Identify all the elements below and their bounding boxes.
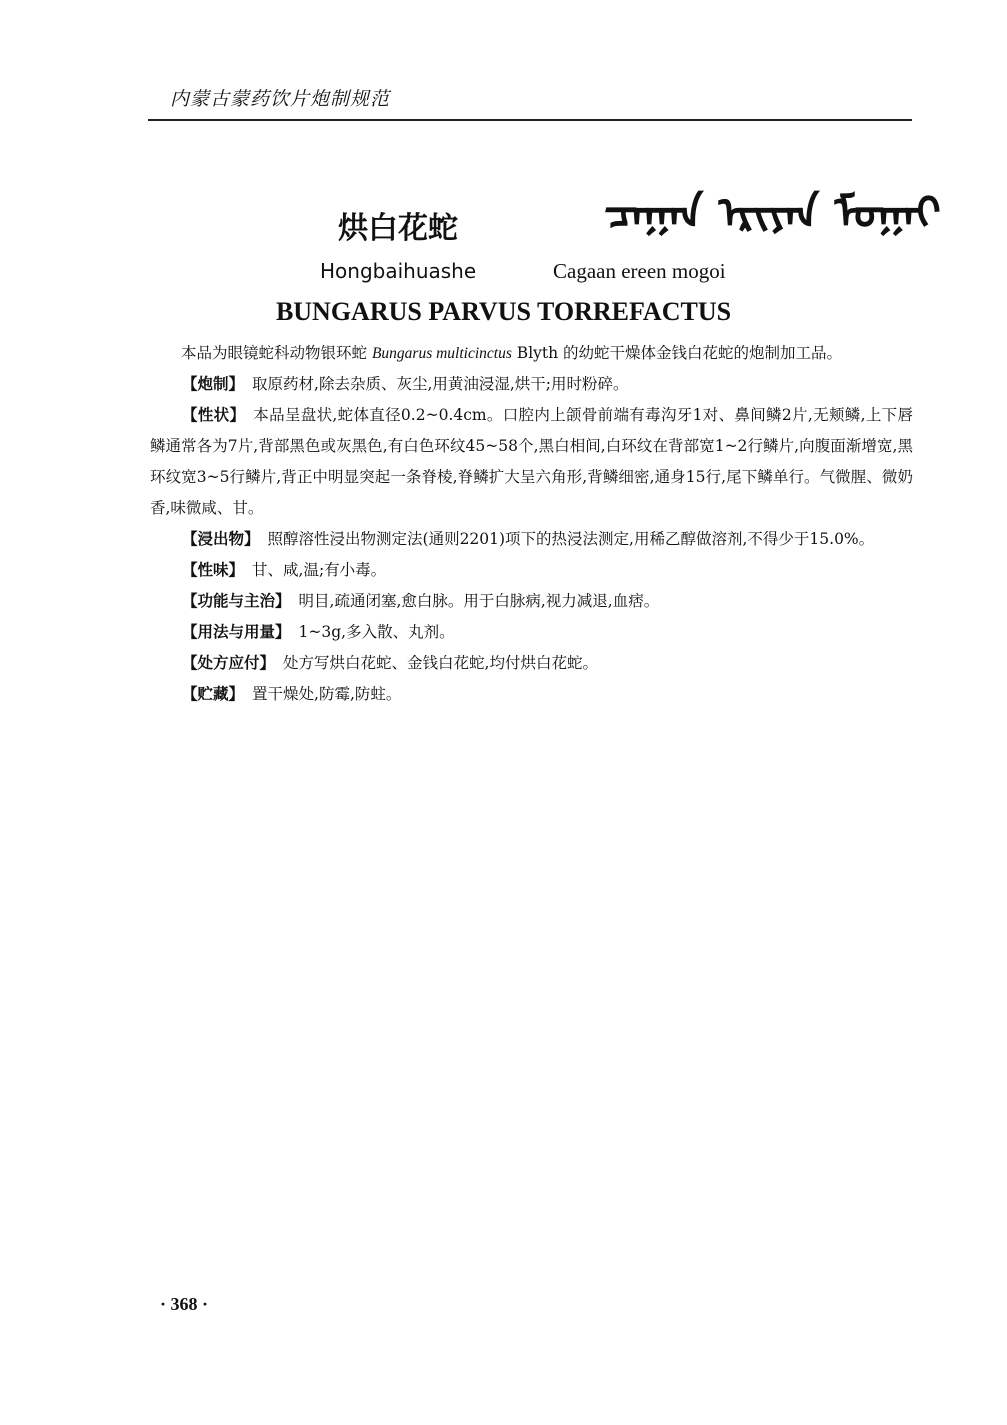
section-prescription bbox=[150, 648, 913, 679]
section-extract bbox=[150, 524, 913, 555]
section-description bbox=[150, 400, 913, 524]
running-header: 内蒙古蒙药饮片炮制规范 bbox=[170, 88, 391, 110]
section-nature bbox=[150, 555, 913, 586]
section-label: 【用法与用量】 bbox=[182, 623, 291, 641]
section-label: 【贮藏】 bbox=[182, 685, 245, 703]
intro-text-before: 本品为眼镜蛇科动物银环蛇 bbox=[181, 344, 372, 362]
section-label: 【炮制】 bbox=[182, 375, 245, 393]
intro-paragraph bbox=[150, 338, 913, 369]
section-label: 【性状】 bbox=[182, 406, 246, 424]
section-label: 【处方应付】 bbox=[182, 654, 276, 672]
section-text: 本品呈盘状,蛇体直径0.2~0.4cm。口腔内上颌骨前端有毒沟牙1对、鼻间鳞2片,无颊鳞,上下唇鳞通常各为7片,背部黑色或灰黑色,有白色环纹45~58个,黑白相间,白环纹在背部宽1~2行鳞片,向腹面渐增宽,黑环纹宽3~5行鳞片,背正中明显突起一条脊棱,脊鳞扩大呈六角形,背鳞细密,通身15行,尾下鳞单行。气微腥、微奶香,味微咸、甘。 bbox=[150, 406, 913, 517]
section-label: 【性味】 bbox=[182, 561, 245, 579]
header-rule bbox=[148, 119, 912, 121]
title-latin: BUNGARUS PARVUS TORREFACTUS bbox=[275, 297, 732, 326]
section-text: 置干燥处,防霉,防蛀。 bbox=[252, 685, 402, 703]
page-number: · 368 · bbox=[160, 1294, 209, 1314]
title-chinese: 烘白花蛇 bbox=[338, 211, 458, 246]
section-text: 明目,疏通闭塞,愈白脉。用于白脉病,视力减退,血痞。 bbox=[298, 592, 660, 610]
species-name: Bungarus multicinctus bbox=[371, 345, 512, 362]
section-label: 【功能与主治】 bbox=[182, 592, 291, 610]
section-function bbox=[150, 586, 913, 617]
section-storage bbox=[150, 679, 913, 710]
section-text: 取原药材,除去杂质、灰尘,用黄油浸湿,烘干;用时粉碎。 bbox=[252, 375, 629, 393]
title-mongolian-script: ᠴᠠᠭᠠᠨ ᠡᠷᠢᠶᠡᠨ ᠮᠣᠭᠠᠢ bbox=[604, 188, 941, 239]
section-text: 1~3g,多入散、丸剂。 bbox=[298, 623, 455, 641]
section-usage bbox=[150, 617, 913, 648]
section-processing bbox=[150, 369, 913, 400]
section-label: 【浸出物】 bbox=[182, 530, 260, 548]
title-pinyin: Hongbaihuashe bbox=[320, 259, 477, 283]
intro-text-after: Blyth 的幼蛇干燥体金钱白花蛇的炮制加工品。 bbox=[511, 344, 843, 362]
title-mongolian-latin: Cagaan ereen mogoi bbox=[553, 259, 726, 283]
monograph-body bbox=[150, 338, 913, 710]
section-text: 照醇溶性浸出物测定法(通则2201)项下的热浸法测定,用稀乙醇做溶剂,不得少于15.0%。 bbox=[267, 530, 875, 548]
section-text: 甘、咸,温;有小毒。 bbox=[252, 561, 387, 579]
section-text: 处方写烘白花蛇、金钱白花蛇,均付烘白花蛇。 bbox=[283, 654, 598, 672]
